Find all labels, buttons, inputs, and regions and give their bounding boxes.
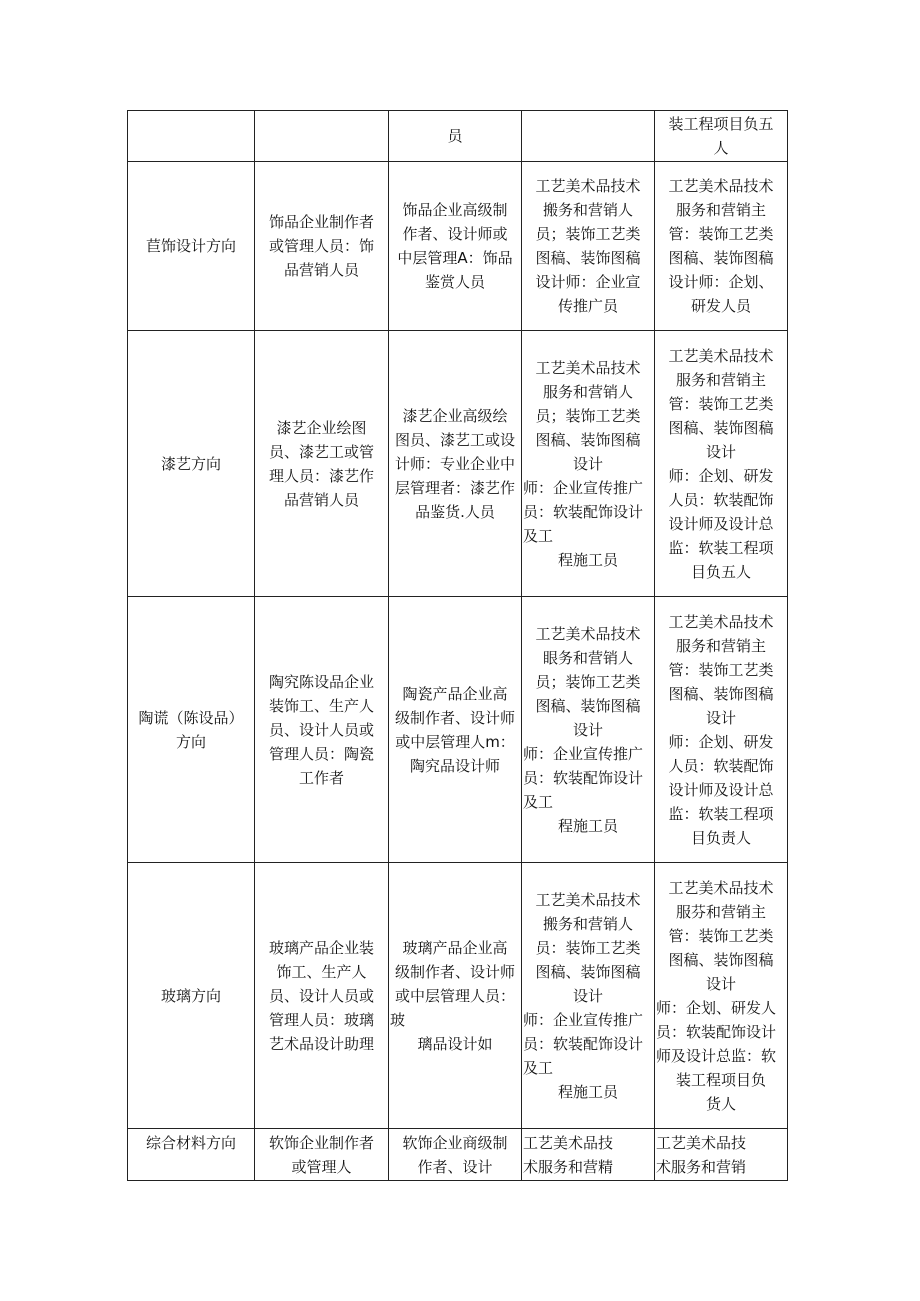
cell-text-line: 饰工、生产人 <box>276 962 367 981</box>
cell-text-line: 设计师：企业宣 <box>535 273 641 291</box>
cell-text-line: 搬务和营销人 <box>542 201 633 219</box>
tech-service-cell <box>522 863 655 1129</box>
cell-text-line: 及工 <box>523 526 554 545</box>
cell-text-line: 工艺美术品技 <box>656 1133 747 1152</box>
table-row <box>128 863 788 1129</box>
tech-service-cell <box>522 162 655 331</box>
cell-text-line: 员；装饰工艺类 <box>535 406 641 425</box>
cell-text-line: 设计 <box>572 720 603 739</box>
cell-text-line: 人 <box>713 139 729 157</box>
cell-text-line: 监：软装工程项 <box>668 538 774 557</box>
cell-text-line: 服务和营销人 <box>542 382 633 401</box>
cell-text-line: 漆艺企业绘图 <box>276 418 367 437</box>
tech-service-cell <box>522 331 655 597</box>
table-row <box>128 111 788 162</box>
cell-text-line: 员：软装配饰设计 <box>523 502 644 521</box>
cell-text-line: 陶瓷产品企业高 <box>402 684 508 703</box>
cell-text-line: 管：装饰工艺类 <box>668 660 774 679</box>
cell-text-line: 传推广员 <box>557 297 618 315</box>
tech-service-cell <box>522 1129 655 1181</box>
cell-text-line: 图稿、装饰图稿 <box>535 962 641 981</box>
cell-text-line: 术服务和营精 <box>523 1157 614 1176</box>
cell-text-line: 工艺美术品技术 <box>535 890 641 909</box>
cell-text-line: 作者、设计 <box>417 1157 493 1176</box>
cell-text-line: 设计师及设计总 <box>668 514 774 533</box>
cell-text-line: 设计师：企划、 <box>668 273 774 291</box>
cell-text-line: 工作者 <box>298 768 344 787</box>
cell-text-line: 工艺美术品技术 <box>668 878 774 897</box>
cell-text-line: 品鉴货.人员 <box>415 502 495 521</box>
junior-positions-cell <box>255 162 389 331</box>
senior-positions-cell <box>389 331 522 597</box>
cell-text-line: 眼务和营销人 <box>542 648 633 667</box>
cell-text-line: 计师：专业企业中 <box>394 454 515 473</box>
cell-text-line: 设计师及设计总 <box>668 780 774 799</box>
cell-text-line: 人员：软装配饰 <box>668 490 774 509</box>
cell-text-line: 玻璃产品企业高 <box>402 938 508 957</box>
cell-text-line: 图稿、装饰图稿 <box>668 684 774 703</box>
cell-text-line: 中层管理A：饰品 <box>397 249 513 267</box>
junior-positions-cell <box>255 1129 389 1181</box>
cell-text-line: 师：企业宣传推广 <box>523 478 644 497</box>
junior-positions-cell <box>255 331 389 597</box>
cell-text-line: 作者、设计师或 <box>402 225 508 243</box>
cell-text-line: 设计 <box>705 442 736 461</box>
cell-text-line: 装工程项目负五 <box>668 115 774 133</box>
cell-text-line: 玻璃产品企业装 <box>268 938 374 957</box>
cell-text-line: 管：装饰工艺类 <box>668 394 774 413</box>
cell-text-line: 图员、漆艺工或设 <box>394 430 515 449</box>
cell-text-line: 图稿、装饰图稿 <box>535 696 641 715</box>
cell-text-line: 服务和营销主 <box>675 636 766 655</box>
direction-cell <box>128 162 255 331</box>
senior-positions-cell <box>389 1129 522 1181</box>
cell-text-line: 员；装饰工艺类 <box>535 225 641 243</box>
cell-text-line: 管：装饰工艺类 <box>668 225 774 243</box>
management-cell <box>655 1129 788 1181</box>
cell-text-line: 搬务和营销人 <box>542 914 633 933</box>
management-cell <box>655 331 788 597</box>
direction-cell <box>128 111 255 162</box>
cell-text-line: 级制作者、设计师 <box>394 962 515 981</box>
cell-text-line: 师：企业宣传推广 <box>523 744 644 763</box>
junior-positions-cell <box>255 863 389 1129</box>
management-cell <box>655 111 788 162</box>
cell-text-line: 目负五人 <box>690 562 751 581</box>
cell-text-line: 及工 <box>523 1058 554 1077</box>
direction-cell <box>128 863 255 1129</box>
table-row <box>128 1129 788 1181</box>
direction-cell <box>128 597 255 863</box>
cell-text-line: 理人员：漆艺作 <box>268 466 374 485</box>
cell-text-line: 研发人员 <box>690 297 751 315</box>
cell-text-line: 服务和营销主 <box>675 370 766 389</box>
cell-text-line: 员、漆艺工或管 <box>268 442 374 461</box>
cell-text-line: 饰品企业高级制 <box>402 201 508 219</box>
tech-service-cell <box>522 111 655 162</box>
management-cell <box>655 863 788 1129</box>
cell-text-line: 图稿、装饰图稿 <box>668 249 774 267</box>
cell-text-line: 图稿、装饰图稿 <box>668 950 774 969</box>
cell-text-line: 漆艺方向 <box>160 454 221 473</box>
cell-text-line: 工艺美术品技术 <box>535 624 641 643</box>
cell-text-line: 员：软装配饰设计 <box>656 1022 777 1041</box>
cell-text-line: 师：企划、研发 <box>668 466 774 485</box>
cell-text-line: 品营销人员 <box>283 490 359 509</box>
cell-text-line: 程施工员 <box>557 1082 618 1101</box>
cell-text-line: 员、设计人员或 <box>268 720 374 739</box>
cell-text-line: 综合材料方向 <box>145 1133 236 1152</box>
cell-text-line: 璃品设计如 <box>417 1034 493 1053</box>
cell-text-line: 师：企业宣传推广 <box>523 1010 644 1029</box>
cell-text-line: 装饰工、生产人 <box>268 696 374 715</box>
cell-text-line: 员、设计人员或 <box>268 986 374 1005</box>
cell-text-line: 品营销人员 <box>283 261 359 279</box>
cell-text-line: 图稿、装饰图稿 <box>535 249 641 267</box>
cell-text-line: 员：软装配饰设计 <box>523 1034 644 1053</box>
career-direction-table <box>127 110 788 1181</box>
table-row <box>128 597 788 863</box>
cell-text-line: 饰品企业制作者 <box>268 213 374 231</box>
cell-text-line: 或管理人员：饰 <box>268 237 374 255</box>
senior-positions-cell <box>389 597 522 863</box>
cell-text-line: 师：企划、研发 <box>668 732 774 751</box>
table-row <box>128 162 788 331</box>
cell-text-line: 工艺美术品技术 <box>535 358 641 377</box>
cell-text-line: 漆艺企业高级绘 <box>402 406 508 425</box>
direction-cell <box>128 1129 255 1181</box>
cell-text-line: 员；装饰工艺类 <box>535 672 641 691</box>
cell-text-line: 货人 <box>705 1094 736 1113</box>
cell-text-line: 管：装饰工艺类 <box>668 926 774 945</box>
cell-text-line: 程施工员 <box>557 816 618 835</box>
cell-text-line: 及工 <box>523 792 554 811</box>
cell-text-line: 方向 <box>175 732 206 751</box>
cell-text-line: 工艺美术品技术 <box>668 346 774 365</box>
cell-text-line: 设计 <box>705 974 736 993</box>
cell-text-line: 人员：软装配饰 <box>668 756 774 775</box>
cell-text-line: 服芬和营销主 <box>675 902 766 921</box>
cell-text-line: 师：企划、研发人 <box>656 998 777 1017</box>
cell-text-line: 艺术品设计助理 <box>268 1034 374 1053</box>
cell-text-line: 陶究陈设品企业 <box>268 672 374 691</box>
cell-text-line: 苣饰设计方向 <box>145 237 236 255</box>
cell-text-line: 员：软装配饰设计 <box>523 768 644 787</box>
junior-positions-cell <box>255 597 389 863</box>
cell-text-line: 管理人员：玻璃 <box>268 1010 374 1029</box>
cell-text-line: 软饰企业商级制 <box>402 1133 508 1152</box>
cell-text-line: 软饰企业制作者 <box>268 1133 374 1152</box>
cell-text-line: 师及设计总监：软 <box>656 1046 777 1065</box>
cell-text-line: 设计 <box>572 454 603 473</box>
direction-cell <box>128 331 255 597</box>
cell-text-line: 工艺美术品技术 <box>668 177 774 195</box>
cell-text-line: 玻璃方向 <box>160 986 221 1005</box>
cell-text-line: 或中层管理人m： <box>395 732 515 751</box>
senior-positions-cell <box>389 863 522 1129</box>
table-row <box>128 331 788 597</box>
senior-positions-cell <box>389 111 522 162</box>
cell-text-line: 设计 <box>572 986 603 1005</box>
cell-text-line: 图稿、装饰图稿 <box>535 430 641 449</box>
cell-text-line: 程施工员 <box>557 550 618 569</box>
cell-text-line: 陶谎（陈设品） <box>138 708 244 727</box>
senior-positions-cell <box>389 162 522 331</box>
cell-text-line: 设计 <box>705 708 736 727</box>
cell-text-line: 工艺美术品技术 <box>535 177 641 195</box>
cell-text-line: 层管理者：漆艺作 <box>394 478 515 497</box>
cell-text-line: 图稿、装饰图稿 <box>668 418 774 437</box>
cell-text-line: 装工程项目负 <box>675 1070 766 1089</box>
cell-text-line: 玻 <box>390 1010 406 1029</box>
management-cell <box>655 162 788 331</box>
cell-text-line: 工艺美术品技术 <box>668 612 774 631</box>
cell-text-line: 术服务和营销 <box>656 1157 747 1176</box>
cell-text-line: 目负责人 <box>690 828 751 847</box>
cell-text-line: 监：软装工程项 <box>668 804 774 823</box>
cell-text-line: 或管理人 <box>291 1157 352 1176</box>
cell-text-line: 管理人员：陶瓷 <box>268 744 374 763</box>
cell-text-line: 陶究品设计师 <box>409 756 500 775</box>
management-cell <box>655 597 788 863</box>
cell-text-line: 员：装饰工艺类 <box>535 938 641 957</box>
cell-text-line: 工艺美术品技 <box>523 1133 614 1152</box>
cell-text-line: 或中层管理人员： <box>394 986 515 1005</box>
cell-text-line: 员 <box>447 127 463 145</box>
cell-text-line: 服务和营销主 <box>675 201 766 219</box>
cell-text-line: 级制作者、设计师 <box>394 708 515 727</box>
junior-positions-cell <box>255 111 389 162</box>
cell-text-line: 鉴赏人员 <box>424 273 485 291</box>
tech-service-cell <box>522 597 655 863</box>
